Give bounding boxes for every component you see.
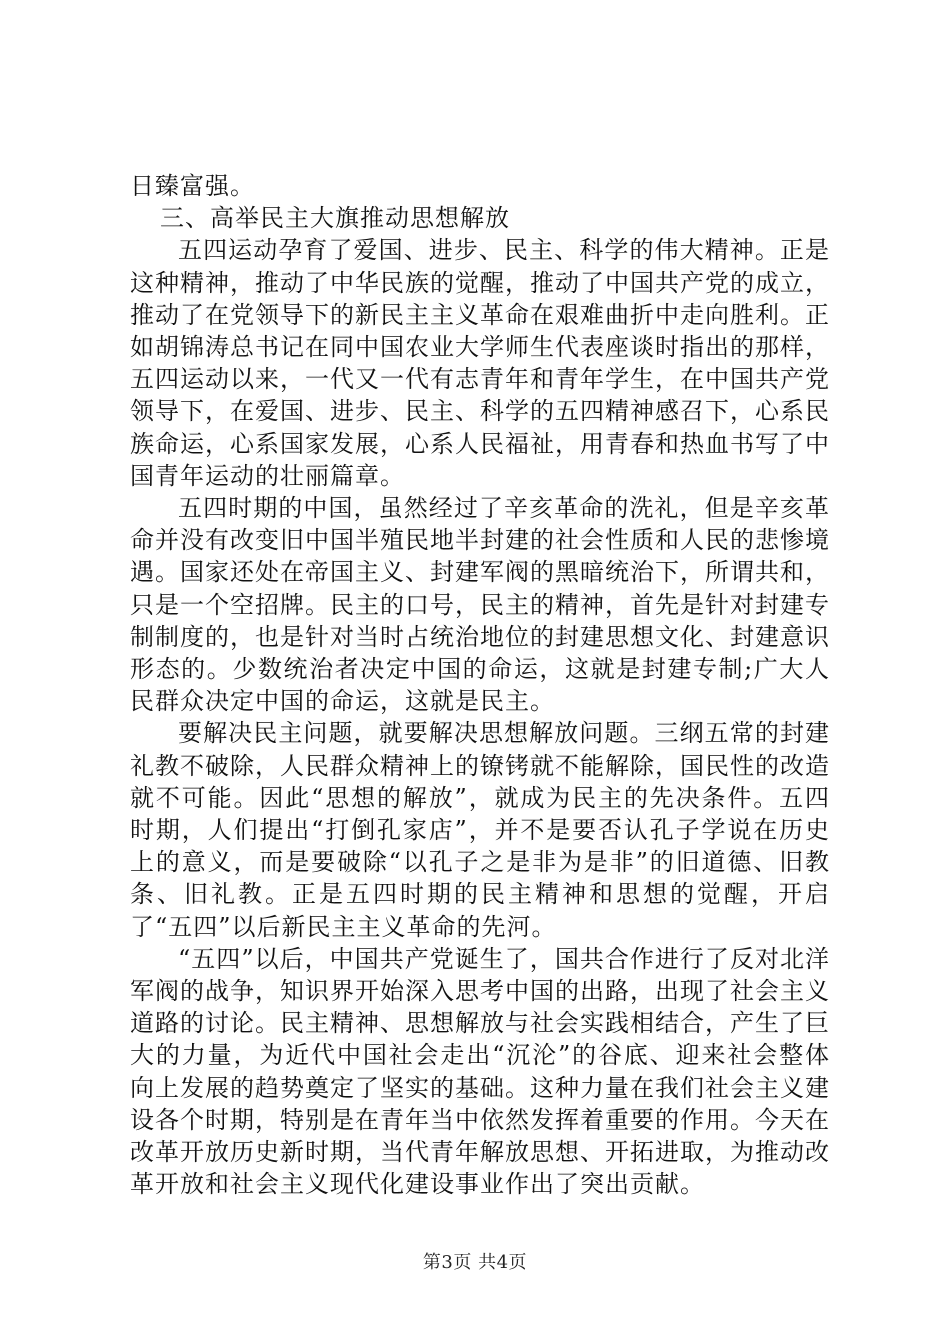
paragraph-1: 五四运动孕育了爱国、进步、民主、科学的伟大精神。正是这种精神，推动了中华民族的觉醒，推动了中国共产党的成立，推动了在党领导下的新民主主义革命在艰难曲折中走向胜利。正如胡锦涛总书记在同中国农业大学师生代表座谈时指出的那样，五四运动以来，一代又一代有志青年和青年学生，在中国共产党领导下，在爱国、进步、民主、科学的五四精神感召下，心系民族命运，心系国家发展，心系人民福祉，用青春和热血书写了中国青年运动的壮丽篇章。	[130, 236, 830, 490]
paragraph-2: 五四时期的中国，虽然经过了辛亥革命的洗礼，但是辛亥革命并没有改变旧中国半殖民地半封建的社会性质和人民的悲惨境遇。国家还处在帝国主义、封建军阀的黑暗统治下，所谓共和，只是一个空招牌。民主的口号，民主的精神，首先是针对封建专制制度的，也是针对当时占统治地位的封建思想文化、封建意识形态的。少数统治者决定中国的命运，这就是封建专制;广大人民群众决定中国的命运，这就是民主。	[130, 494, 830, 716]
document-body	[130, 170, 830, 1201]
lead-fragment: 日臻富强。	[130, 172, 255, 200]
section-heading: 三、高举民主大旗推动思想解放	[160, 204, 510, 233]
page-number-footer: 第3页 共4页	[422, 1252, 528, 1273]
paragraph-3: 要解决民主问题，就要解决思想解放问题。三纲五常的封建礼教不破除，人民群众精神上的镣铐就不能解除，国民性的改造就不可能。因此“思想的解放”，就成为民主的先决条件。五四时期，人们提出“打倒孔家店”，并不是要否认孔子学说在历史上的意义，而是要破除“以孔子之是非为是非”的旧道德、旧教条、旧礼教。正是五四时期的民主精神和思想的觉醒，开启了“五四”以后新民主主义革命的先河。	[130, 719, 830, 941]
paragraph-4: “五四”以后，中国共产党诞生了，国共合作进行了反对北洋军阀的战争，知识界开始深入思考中国的出路，出现了社会主义道路的讨论。民主精神、思想解放与社会实践相结合，产生了巨大的力量，为近代中国社会走出“沉沦”的谷底、迎来社会整体向上发展的趋势奠定了坚实的基础。这种力量在我们社会主义建设各个时期，特别是在青年当中依然发挥着重要的作用。今天在改革开放历史新时期，当代青年解放思想、开拓进取，为推动改革开放和社会主义现代化建设事业作出了突出贡献。	[130, 944, 830, 1199]
